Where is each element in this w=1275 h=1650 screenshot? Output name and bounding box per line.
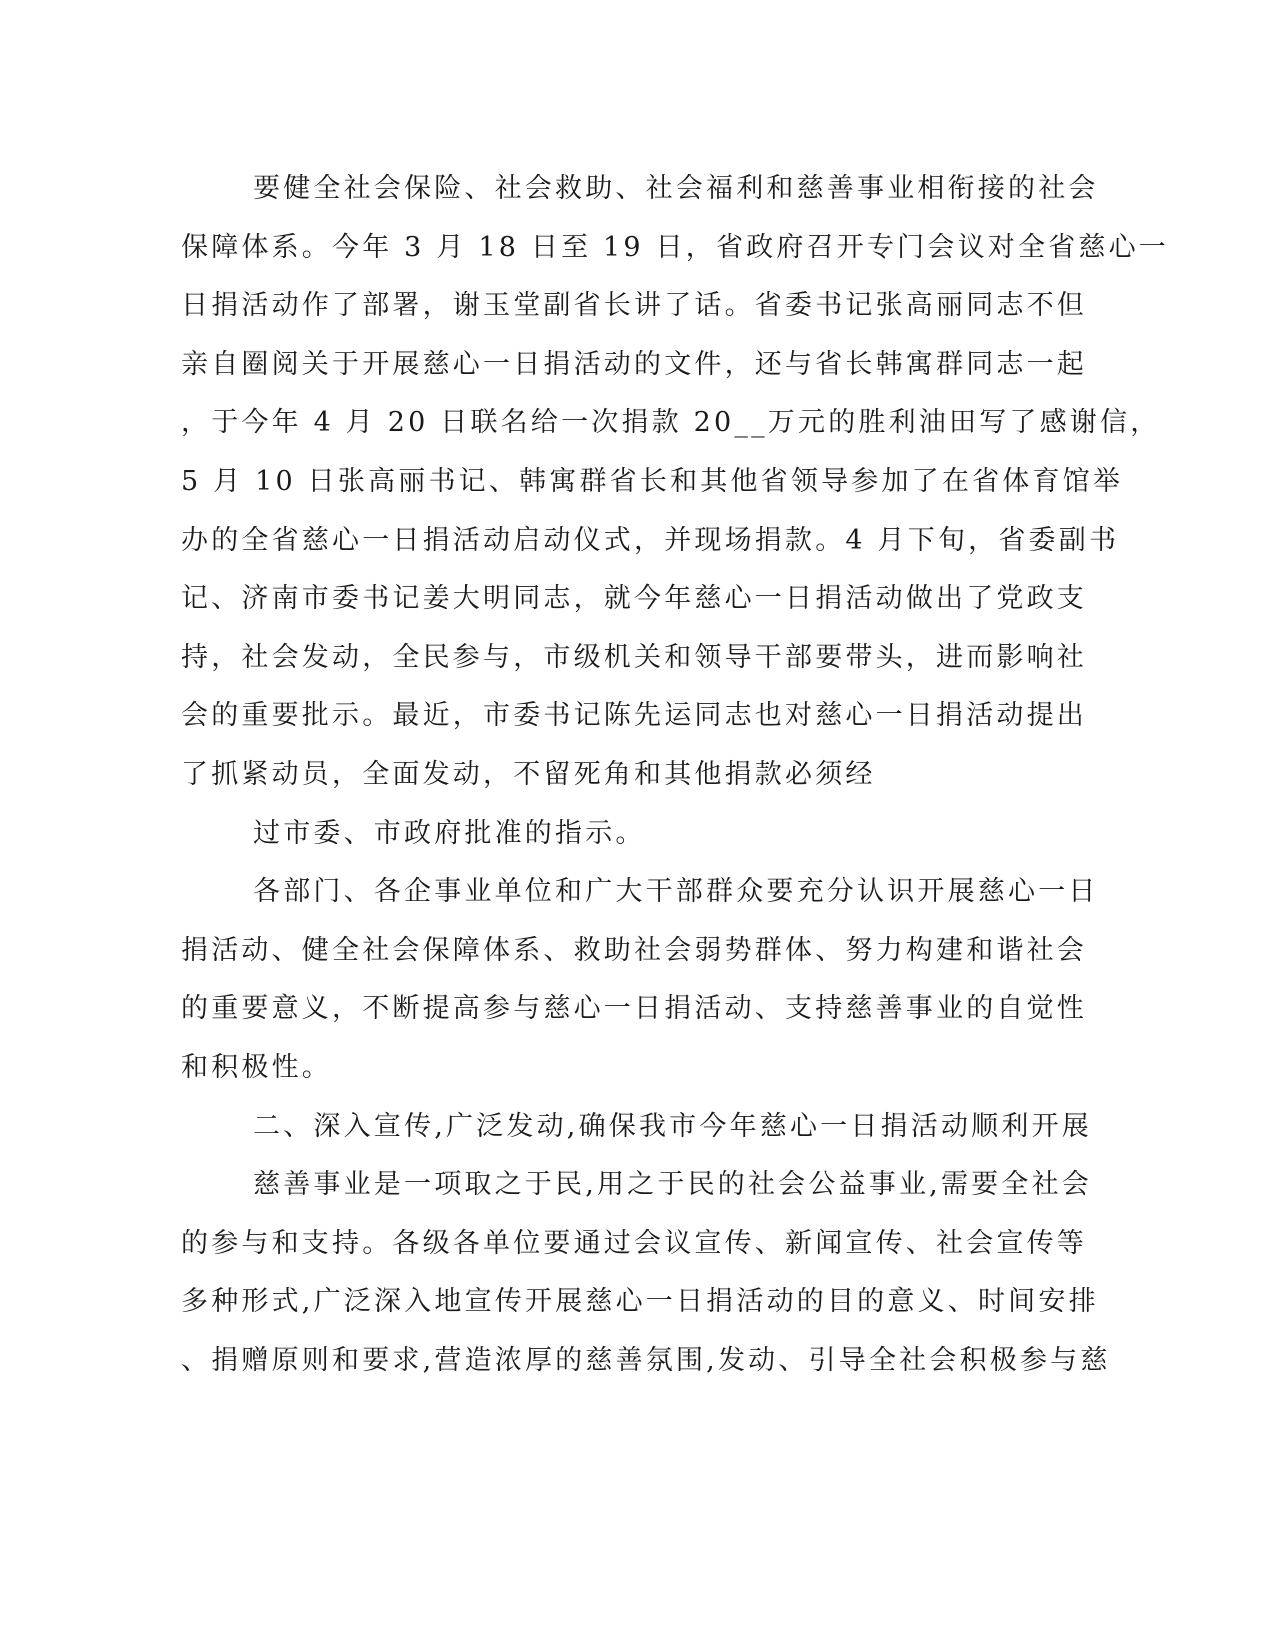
- section-heading: 二、深入宣传,广泛发动,确保我市今年慈心一日捐活动顺利开展: [253, 1110, 1092, 1142]
- text-line: 的参与和支持。各级各单位要通过会议宣传、新闻宣传、社会宣传等: [181, 1227, 1087, 1259]
- text-line: 过市委、市政府批准的指示。: [253, 817, 646, 849]
- document-body: [181, 160, 1169, 1390]
- text-line: 慈善事业是一项取之于民,用之于民的社会公益事业,需要全社会: [253, 1169, 1092, 1201]
- text-line: ，于今年 4 月 20 日联名给一次捐款 20__万元的胜利油田写了感谢信，: [181, 407, 1161, 439]
- text-line: 亲自圈阅关于开展慈心一日捐活动的文件，还与省长韩寓群同志一起: [181, 348, 1087, 380]
- text-line: 会的重要批示。最近，市委书记陈先运同志也对慈心一日捐活动提出: [181, 700, 1087, 732]
- text-line: 记、济南市委书记姜大明同志，就今年慈心一日捐活动做出了党政支: [181, 583, 1087, 615]
- text-line: 各部门、各企事业单位和广大干部群众要充分认识开展慈心一日: [253, 876, 1099, 908]
- text-line: 办的全省慈心一日捐活动启动仪式，并现场捐款。4 月下旬，省委副书: [181, 524, 1120, 556]
- text-line: 的重要意义，不断提高参与慈心一日捐活动、支持慈善事业的自觉性: [181, 993, 1087, 1025]
- text-line: 了抓紧动员，全面发动，不留死角和其他捐款必须经: [181, 758, 876, 790]
- text-line: 日捐活动作了部署，谢玉堂副省长讲了话。省委书记张高丽同志不但: [181, 290, 1087, 322]
- text-line: 要健全社会保险、社会救助、社会福利和慈善事业相衔接的社会: [253, 173, 1099, 204]
- text-line: 持，社会发动，全民参与，市级机关和领导干部要带头，进而影响社: [181, 641, 1087, 673]
- text-line: 多种形式,广泛深入地宣传开展慈心一日捐活动的目的意义、时间安排: [181, 1286, 1099, 1318]
- text-line: 和积极性。: [181, 1051, 332, 1083]
- text-line: 、捐赠原则和要求,营造浓厚的慈善氛围,发动、引导全社会积极参与慈: [181, 1344, 1111, 1376]
- text-line: 保障体系。今年 3 月 18 日至 19 日，省政府召开专门会议对全省慈心一: [181, 231, 1169, 263]
- text-line: 5 月 10 日张高丽书记、韩寓群省长和其他省领导参加了在省体育馆举: [181, 465, 1124, 497]
- text-line: 捐活动、健全社会保障体系、救助社会弱势群体、努力构建和谐社会: [181, 934, 1087, 966]
